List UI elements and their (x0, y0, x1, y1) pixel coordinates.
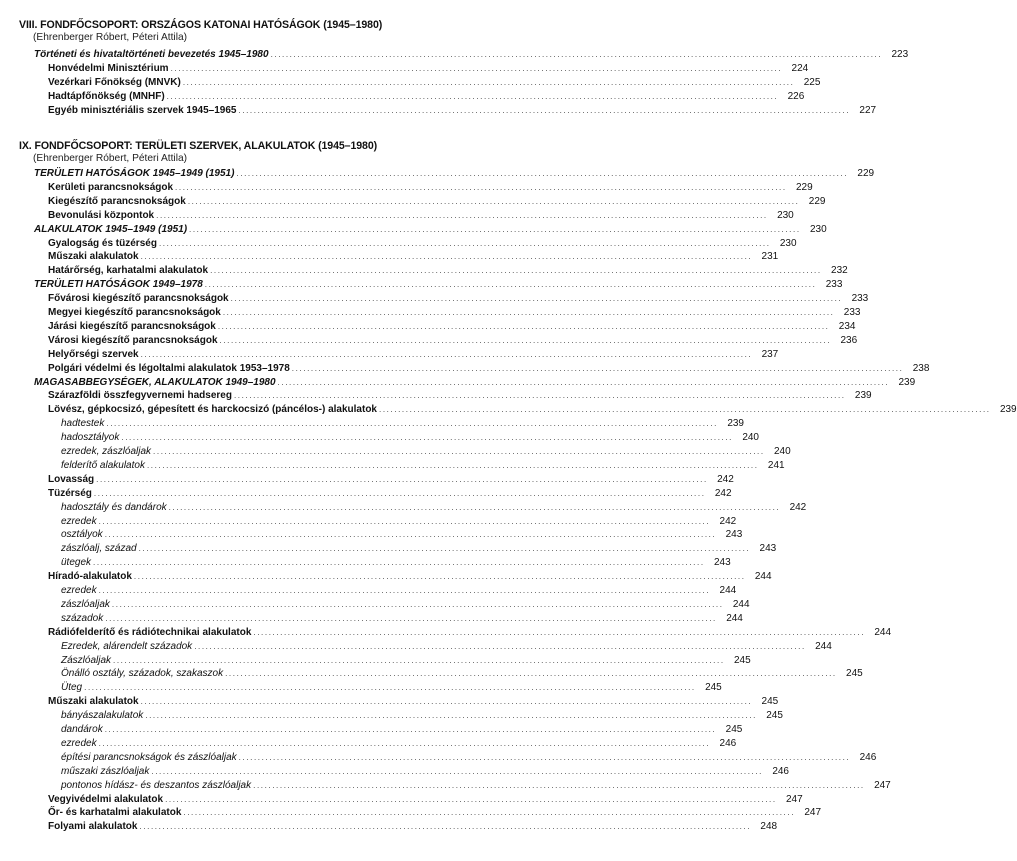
toc-entry (0, 556, 731, 569)
dot-leader: ................................................................................................................................................................ (291, 363, 904, 373)
toc-entry-page: 237 (761, 348, 779, 360)
toc-entry (0, 195, 826, 208)
toc-entry-title: TERÜLETI HATÓSÁGOK 1949–1978 (34, 279, 203, 291)
dot-leader: ................................................................................................................................................................ (168, 502, 781, 512)
toc-entry (0, 362, 930, 375)
toc-entry-page: 248 (760, 821, 778, 833)
toc-entry (0, 695, 779, 708)
toc-entry-page: 230 (779, 237, 797, 249)
toc-entry-title: Polgári védelmi és légoltalmi alakulatok 1953–1978 (48, 362, 290, 374)
toc-entry-page: 246 (719, 737, 737, 749)
toc-entry-title: Folyami alakulatok (48, 821, 138, 833)
toc-entry-title: Kiegészítő parancsnokságok (48, 195, 186, 207)
toc-entry-page: 245 (766, 710, 783, 722)
dot-leader: ................................................................................................................................................................ (165, 794, 777, 804)
toc-entry-title: Gyalogság és tüzérség (48, 237, 157, 249)
toc-entry (0, 417, 744, 430)
toc-entry (0, 570, 772, 583)
toc-entry-title: ezredek, zászlóaljak (61, 446, 152, 457)
toc-entry-title: Városi kiegészítő parancsnokságok (48, 334, 218, 346)
dot-leader: ................................................................................................................................................................ (233, 391, 846, 401)
toc-entry-page: 224 (791, 62, 809, 74)
toc-entry (0, 473, 734, 486)
dot-leader: ................................................................................................................................................................ (93, 558, 705, 568)
toc-entry (0, 62, 809, 75)
toc-entry-page: 245 (725, 724, 743, 735)
dot-leader: ................................................................................................................................................................ (140, 349, 753, 359)
toc-entry (0, 250, 779, 263)
toc-entry-title: Lovasság (48, 473, 95, 485)
toc-entry-page: 246 (772, 765, 789, 777)
toc-entry (0, 403, 1017, 416)
dot-leader: ................................................................................................................................................................ (204, 280, 817, 290)
toc-entry-page: 247 (804, 807, 822, 819)
dot-leader: ................................................................................................................................................................ (253, 780, 865, 790)
toc-entry-page: 242 (789, 501, 807, 513)
dot-leader: ................................................................................................................................................................ (175, 182, 787, 192)
dot-leader: ................................................................................................................................................................ (104, 530, 717, 540)
toc-entry-page: 239 (854, 390, 872, 402)
dot-leader: ................................................................................................................................................................ (98, 738, 711, 748)
toc-entry-title: építési parancsnokságok és zászlóaljak (61, 751, 237, 763)
dot-leader: ................................................................................................................................................................ (170, 63, 783, 73)
toc-entry (0, 793, 803, 806)
toc-entry (0, 104, 877, 117)
toc-entry-page: 243 (713, 557, 731, 569)
toc-entry-title: Műszaki alakulatok (48, 696, 139, 708)
toc-entry (0, 237, 797, 250)
toc-entry-title: ütegek (61, 557, 92, 569)
toc-entry-title: Egyéb minisztériális szervek 1945–1965 (48, 104, 237, 116)
toc-entry-page: 234 (838, 320, 856, 332)
toc-entry-page: 230 (777, 209, 794, 221)
toc-entry-page: 240 (742, 432, 759, 444)
toc-entry-title: MAGASABBEGYSÉGEK, ALAKULATOK 1949–1980 (34, 376, 276, 388)
toc-entry-page: 229 (795, 181, 813, 193)
toc-entry (0, 542, 777, 555)
toc-entry-title: Történeti és hivataltörténeti bevezetés 1945–1980 (34, 49, 269, 60)
toc-entry-page: 229 (808, 195, 826, 207)
toc-entry (0, 584, 737, 597)
toc-entry-title: Üteg (61, 682, 83, 694)
dot-leader: ................................................................................................................................................................ (153, 447, 765, 456)
dot-leader: ................................................................................................................................................................ (219, 335, 832, 345)
dot-leader: ................................................................................................................................................................ (93, 488, 706, 498)
toc-entry-title: bányászalakulatok (61, 710, 144, 722)
toc-entry-title: ezredek (61, 737, 97, 749)
toc-entry-page: 232 (831, 265, 848, 277)
dot-leader: ................................................................................................................................................................ (98, 516, 711, 526)
toc-entry-title: dandárok (61, 724, 103, 735)
toc-entry-page: 244 (732, 598, 750, 610)
toc-entry-page: 239 (727, 418, 744, 430)
dot-leader: ................................................................................................................................................................ (111, 599, 724, 609)
toc-entry-title: Őr- és karhatalmi alakulatok (48, 807, 182, 819)
toc-entry-title: ALAKULATOK 1945–1949 (1951) (34, 223, 188, 235)
toc-entry (0, 48, 909, 61)
section-9-heading: IX. FONDFŐCSOPORT: TERÜLETI SZERVEK, ALAKULATOK (1945–1980) (19, 140, 378, 152)
dot-leader: ................................................................................................................................................................ (277, 377, 890, 387)
toc-entry-title: Zászlóaljak (61, 654, 112, 666)
toc-entry (0, 515, 737, 528)
toc-entry-title: zászlóaljak (61, 598, 110, 610)
dot-leader: ................................................................................................................................................................ (187, 196, 800, 206)
toc-entry-page: 242 (719, 515, 737, 527)
toc-entry-page: 241 (767, 459, 785, 471)
toc-entry-page: 230 (809, 223, 827, 235)
toc-entry (0, 264, 848, 277)
toc-entry (0, 76, 821, 89)
dot-leader: ................................................................................................................................................................ (138, 544, 751, 554)
toc-entry-title: Honvédelmi Minisztérium (48, 62, 169, 74)
dot-leader: ................................................................................................................................................................ (140, 252, 753, 262)
toc-entry (0, 181, 813, 194)
toc-entry-page: 233 (851, 293, 869, 305)
toc-entry-title: felderítő alakulatok (61, 459, 145, 471)
toc-entry-title: hadtestek (61, 418, 105, 430)
toc-entry-title: Helyőrségi szervek (48, 348, 139, 360)
toc-entry-page: 244 (754, 571, 772, 583)
toc-entry-page: 240 (773, 446, 791, 457)
toc-entry-page: 239 (999, 404, 1017, 416)
dot-leader: ................................................................................................................................................................ (113, 655, 725, 665)
toc-entry-title: Bevonulási központok (48, 209, 155, 221)
dot-leader: ................................................................................................................................................................ (210, 266, 822, 276)
toc-entry-title: osztályok (61, 529, 103, 541)
toc-entry (0, 320, 856, 333)
toc-entry (0, 765, 789, 778)
toc-entry (0, 209, 794, 222)
toc-entry-title: Híradó-alakulatok (48, 571, 132, 583)
toc-entry-page: 245 (761, 696, 779, 708)
toc-entry (0, 626, 892, 639)
toc-entry-page: 245 (705, 682, 722, 694)
toc-entry (0, 598, 750, 611)
toc-entry (0, 376, 916, 389)
toc-entry-title: századok (61, 612, 104, 624)
toc-entry (0, 751, 877, 764)
toc-entry (0, 806, 822, 819)
toc-entry (0, 737, 737, 750)
toc-entry (0, 487, 732, 500)
dot-leader: ................................................................................................................................................................ (106, 419, 718, 429)
section-9-editors: (Ehrenberger Róbert, Péteri Attila) (33, 153, 188, 164)
toc-entry (0, 640, 832, 653)
dot-leader: ................................................................................................................................................................ (133, 572, 746, 582)
toc-entry-page: 244 (815, 640, 832, 652)
section-8-heading: VIII. FONDFŐCSOPORT: ORSZÁGOS KATONAI HATÓSÁGOK (1945–1980) (19, 19, 383, 31)
toc-entry (0, 667, 863, 680)
toc-entry-title: ezredek (61, 585, 97, 596)
toc-entry-page: 233 (825, 279, 843, 291)
toc-entry-page: 244 (719, 585, 737, 596)
toc-entry-page: 233 (843, 307, 861, 318)
dot-leader: ................................................................................................................................................................ (96, 474, 708, 484)
toc-entry-title: TERÜLETI HATÓSÁGOK 1945–1949 (1951) (34, 168, 235, 179)
toc-entry-page: 245 (733, 654, 751, 666)
toc-entry-page: 243 (725, 529, 743, 541)
toc-entry-title: Megyei kiegészítő parancsnokságok (48, 307, 221, 318)
toc-entry-title: Határőrség, karhatalmi alakulatok (48, 265, 209, 277)
toc-entry (0, 90, 805, 103)
dot-leader: ................................................................................................................................................................ (183, 808, 796, 818)
toc-entry (0, 528, 743, 541)
dot-leader: ................................................................................................................................................................ (222, 308, 835, 317)
toc-entry-title: Vezérkari Főnökség (MNVK) (48, 76, 181, 88)
dot-leader: ................................................................................................................................................................ (158, 238, 771, 248)
toc-entry-page: 246 (859, 751, 877, 763)
toc-entry-title: Hadtápfőnökség (MNHF) (48, 90, 165, 102)
toc-entry-page: 226 (787, 90, 805, 102)
toc-entry (0, 723, 743, 736)
toc-entry-page: 247 (874, 779, 891, 791)
toc-entry (0, 459, 785, 472)
toc-entry (0, 445, 791, 458)
toc-entry-title: Vegyivédelmi alakulatok (48, 793, 164, 805)
toc-entry-page: 223 (891, 49, 909, 60)
dot-leader: ................................................................................................................................................................ (104, 725, 717, 734)
toc-entry-title: zászlóalj, század (61, 543, 137, 555)
toc-entry-title: pontonos hídász- és deszantos zászlóaljak (61, 779, 252, 791)
dot-leader: ................................................................................................................................................................ (225, 669, 837, 679)
toc-entry (0, 389, 872, 402)
toc-entry-page: 238 (912, 362, 930, 374)
dot-leader: ................................................................................................................................................................ (98, 586, 711, 595)
dot-leader: ................................................................................................................................................................ (182, 77, 795, 87)
dot-leader: ................................................................................................................................................................ (140, 697, 753, 707)
toc-entry-page: 231 (761, 251, 779, 263)
toc-entry-title: Ezredek, alárendelt századok (61, 640, 193, 652)
dot-leader: ................................................................................................................................................................ (189, 224, 801, 234)
dot-leader: ................................................................................................................................................................ (253, 627, 866, 637)
toc-entry-page: 244 (874, 626, 892, 638)
toc-entry (0, 612, 743, 625)
dot-leader: ................................................................................................................................................................ (156, 210, 768, 220)
dot-leader: ................................................................................................................................................................ (230, 294, 843, 304)
toc-entry-page: 227 (859, 104, 877, 116)
dot-leader: ................................................................................................................................................................ (151, 766, 763, 776)
toc-entry-page: 225 (803, 76, 821, 88)
toc-entry-title: Járási kiegészítő parancsnokságok (48, 320, 216, 332)
dot-leader: ................................................................................................................................................................ (146, 460, 759, 470)
toc-entry (0, 334, 858, 347)
toc-entry (0, 292, 869, 305)
toc-entry-title: Rádiófelderítő és rádiótechnikai alakulatok (48, 626, 252, 638)
dot-leader: ................................................................................................................................................................ (217, 321, 830, 331)
dot-leader: ................................................................................................................................................................ (379, 405, 991, 415)
dot-leader: ................................................................................................................................................................ (139, 822, 752, 832)
toc-entry-page: 247 (786, 793, 803, 805)
toc-entry (0, 348, 779, 361)
dot-leader: ................................................................................................................................................................ (194, 641, 806, 651)
toc-entry (0, 779, 891, 792)
toc-entry-page: 239 (898, 376, 916, 388)
dot-leader: ................................................................................................................................................................ (145, 711, 757, 721)
toc-entry (0, 431, 759, 444)
toc-entry-title: műszaki zászlóaljak (61, 765, 150, 777)
dot-leader: ................................................................................................................................................................ (238, 105, 851, 115)
toc-entry-title: Tüzérség (48, 487, 92, 499)
toc-entry (0, 167, 875, 180)
toc-entry-page: 245 (846, 668, 863, 680)
toc-entry (0, 654, 751, 667)
toc-entry (0, 278, 843, 291)
toc-entry-title: Önálló osztály, századok, szakaszok (61, 668, 224, 680)
toc-entry (0, 709, 783, 722)
toc-entry (0, 306, 861, 319)
toc-entry-page: 242 (717, 473, 734, 485)
toc-entry-title: hadosztályok (61, 432, 120, 444)
toc-entry-title: Fővárosi kiegészítő parancsnokságok (48, 293, 229, 305)
toc-entry-title: Kerületi parancsnokságok (48, 181, 174, 193)
toc-entry (0, 820, 778, 833)
section-8-editors: (Ehrenberger Róbert, Péteri Attila) (33, 32, 188, 43)
dot-leader: ................................................................................................................................................................ (270, 50, 883, 59)
toc-entry (0, 681, 722, 694)
dot-leader: ................................................................................................................................................................ (238, 752, 851, 762)
toc-entry (0, 501, 807, 514)
toc-entry-title: Lövész, gépkocsizó, gépesített és harckocsizó (páncélos-) alakulatok (48, 404, 377, 416)
toc-entry-page: 229 (857, 168, 875, 179)
toc-entry-page: 242 (714, 487, 732, 499)
dot-leader: ................................................................................................................................................................ (166, 91, 779, 101)
dot-leader: ................................................................................................................................................................ (236, 169, 849, 178)
toc-entry-page: 236 (840, 334, 858, 346)
toc-entry-title: Műszaki alakulatok (48, 251, 139, 263)
dot-leader: ................................................................................................................................................................ (121, 433, 733, 443)
dot-leader: ................................................................................................................................................................ (84, 683, 696, 693)
toc-entry-title: hadosztály és dandárok (61, 501, 167, 513)
toc-entry-title: ezredek (61, 515, 97, 527)
toc-entry-page: 243 (759, 543, 777, 555)
dot-leader: ................................................................................................................................................................ (105, 613, 717, 623)
toc-entry-title: Szárazföldi összfegyvernemi hadsereg (48, 390, 232, 402)
toc-entry (0, 223, 827, 236)
toc-entry-page: 244 (726, 612, 743, 624)
